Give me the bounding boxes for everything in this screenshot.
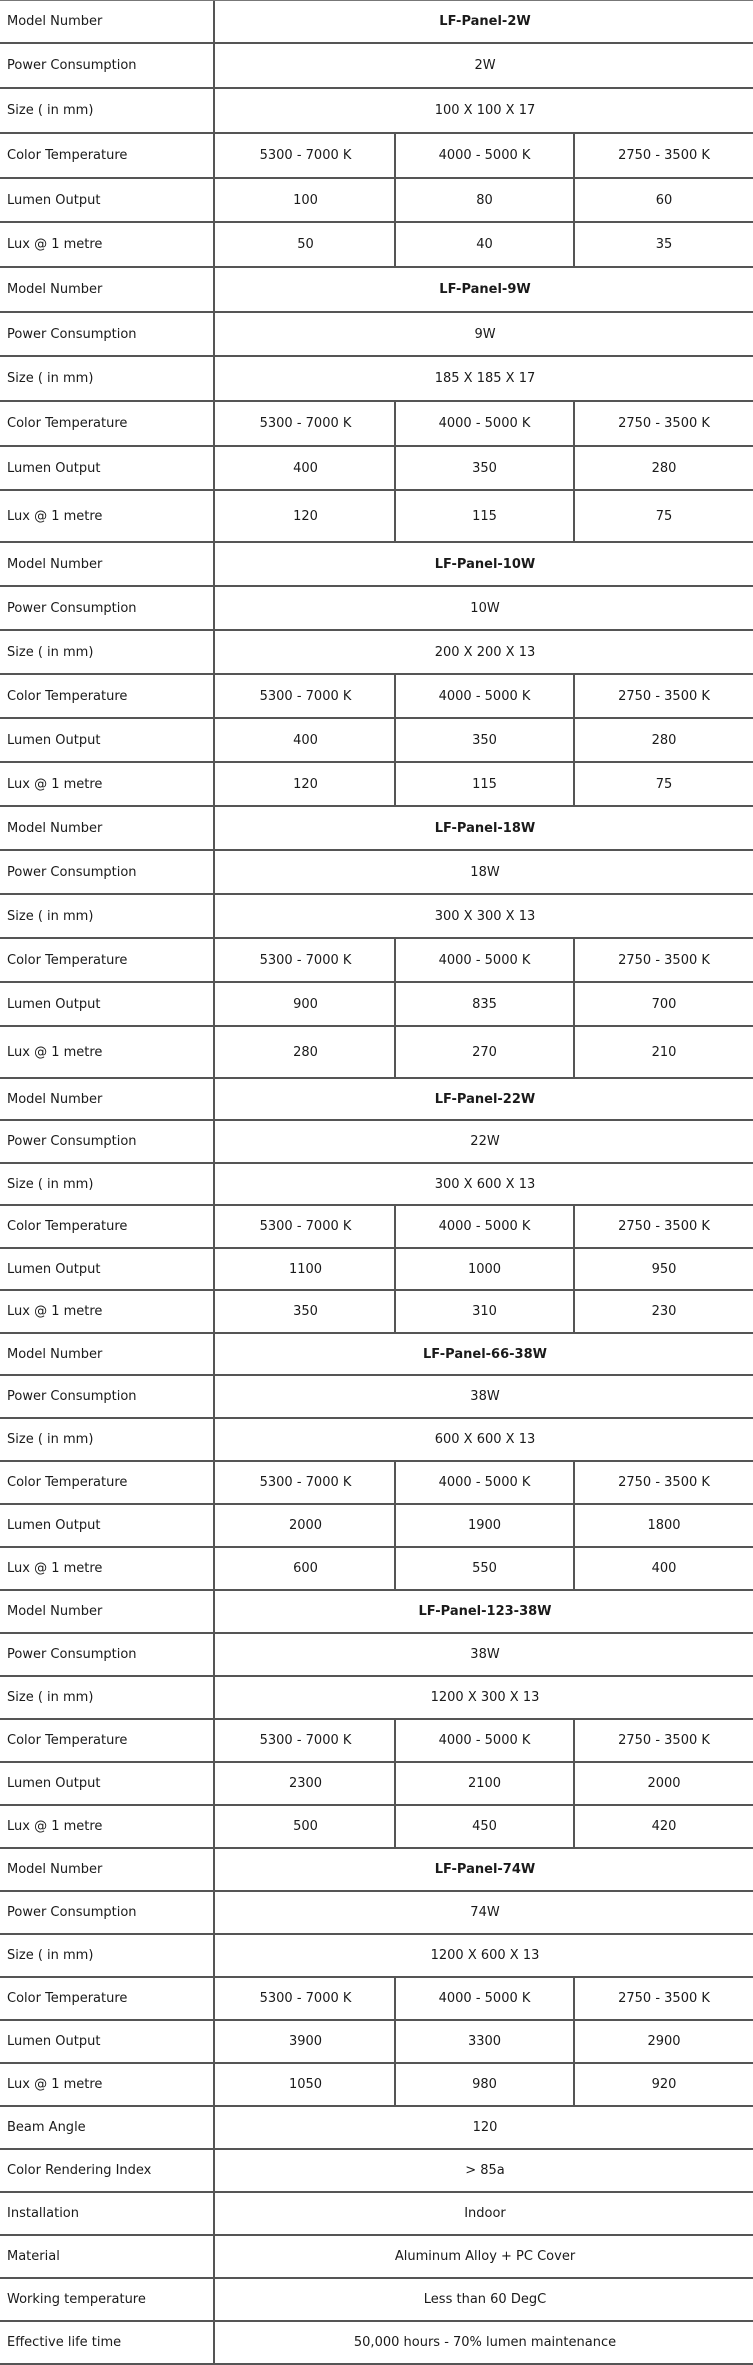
spec-row-lumen xyxy=(0,179,753,223)
row-label: Power Consumption xyxy=(0,587,215,629)
spec-row-lux xyxy=(0,223,753,268)
value-cell: 4000 - 5000 K xyxy=(396,939,575,981)
spec-row-lux xyxy=(0,1027,753,1079)
spec-row-lumen xyxy=(0,1763,753,1806)
value-cell: 4000 - 5000 K xyxy=(396,675,575,717)
value-cell: 950 xyxy=(651,1261,677,1277)
row-label: Model Number xyxy=(0,807,215,849)
spec-row-model xyxy=(0,0,753,44)
value-cell: 4000 - 5000 K xyxy=(396,1978,575,2019)
row-label: Power Consumption xyxy=(0,44,215,87)
spec-row-model xyxy=(0,268,753,313)
value-cell: 38W xyxy=(470,1647,500,1662)
row-label: Color Temperature xyxy=(0,1206,215,1247)
row-label: Size ( in mm) xyxy=(0,631,215,673)
value-cell: 3900 xyxy=(217,2021,396,2062)
model-number: LF-Panel-18W xyxy=(434,820,536,836)
spec-row-model xyxy=(0,1591,753,1634)
value-cell: 2750 - 3500 K xyxy=(618,688,710,704)
row-label: Model Number xyxy=(0,1591,215,1632)
value-cell: 38W xyxy=(470,1389,500,1404)
row-label: Color Temperature xyxy=(0,134,215,177)
value-cell: 1200 X 300 X 13 xyxy=(430,1690,540,1705)
row-label: Power Consumption xyxy=(0,1121,215,1162)
value-cell: 9W xyxy=(474,326,496,342)
value-cell: 1200 X 600 X 13 xyxy=(430,1948,540,1963)
row-label: Color Temperature xyxy=(0,675,215,717)
row-label: Color Rendering Index xyxy=(0,2150,215,2191)
value-cell: 5300 - 7000 K xyxy=(217,1462,396,1503)
value-cell: 980 xyxy=(396,2064,575,2105)
row-label: Lumen Output xyxy=(0,179,215,221)
value-cell: 115 xyxy=(396,491,575,541)
row-label: Lux @ 1 metre xyxy=(0,2064,215,2105)
spec-row-size xyxy=(0,631,753,675)
value-cell: 5300 - 7000 K xyxy=(217,134,396,177)
spec-row-size xyxy=(0,1677,753,1720)
model-number: LF-Panel-123-38W xyxy=(418,1604,552,1619)
value-cell: 1050 xyxy=(217,2064,396,2105)
value-cell: 80 xyxy=(396,179,575,221)
value-cell: 280 xyxy=(217,1027,396,1077)
value-cell: 300 X 300 X 13 xyxy=(434,908,536,924)
row-label: Size ( in mm) xyxy=(0,1935,215,1976)
row-label: Power Consumption xyxy=(0,1634,215,1675)
spec-row-lumen xyxy=(0,719,753,763)
value-cell: 900 xyxy=(217,983,396,1025)
spec-row-power xyxy=(0,1376,753,1419)
value-cell: 120 xyxy=(217,763,396,805)
value-cell: 100 xyxy=(217,179,396,221)
spec-row-model xyxy=(0,1334,753,1376)
value-cell: 2000 xyxy=(647,1776,681,1791)
value-cell: 4000 - 5000 K xyxy=(396,1462,575,1503)
row-label: Lux @ 1 metre xyxy=(0,1806,215,1847)
spec-row-power xyxy=(0,851,753,895)
model-number: LF-Panel-66-38W xyxy=(423,1346,547,1362)
row-label: Lux @ 1 metre xyxy=(0,1027,215,1077)
value-cell: 400 xyxy=(651,1561,677,1576)
row-label: Beam Angle xyxy=(0,2107,215,2148)
value-cell: 400 xyxy=(217,447,396,489)
value-cell: 4000 - 5000 K xyxy=(396,1720,575,1761)
value-cell: 835 xyxy=(396,983,575,1025)
row-label: Lux @ 1 metre xyxy=(0,1291,215,1332)
value-cell: 350 xyxy=(396,447,575,489)
row-label: Power Consumption xyxy=(0,1892,215,1933)
row-label: Lumen Output xyxy=(0,1249,215,1289)
value-cell: 450 xyxy=(396,1806,575,1847)
spec-row-lumen xyxy=(0,1249,753,1291)
value-cell: 700 xyxy=(651,996,677,1012)
spec-row-model xyxy=(0,807,753,851)
row-label: Lux @ 1 metre xyxy=(0,763,215,805)
value-cell: 5300 - 7000 K xyxy=(217,675,396,717)
row-label: Power Consumption xyxy=(0,851,215,893)
value-cell: 2750 - 3500 K xyxy=(618,1475,710,1490)
value-cell: 50,000 hours - 70% lumen maintenance xyxy=(353,2335,617,2350)
value-cell: 600 xyxy=(217,1548,396,1589)
model-number: LF-Panel-22W xyxy=(434,1091,536,1107)
value-cell: 420 xyxy=(651,1819,677,1834)
common-spec-row xyxy=(0,2236,753,2279)
common-spec-row xyxy=(0,2107,753,2150)
spec-row-power xyxy=(0,1892,753,1935)
spec-row-cct xyxy=(0,1206,753,1249)
value-cell: Aluminum Alloy + PC Cover xyxy=(394,2249,576,2264)
row-label: Effective life time xyxy=(0,2322,215,2363)
spec-row-cct xyxy=(0,1720,753,1763)
value-cell: 5300 - 7000 K xyxy=(217,1978,396,2019)
row-label: Lumen Output xyxy=(0,2021,215,2062)
value-cell: 185 X 185 X 17 xyxy=(434,371,536,386)
spec-row-size xyxy=(0,357,753,402)
row-label: Model Number xyxy=(0,268,215,311)
spec-row-cct xyxy=(0,1462,753,1505)
spec-row-size xyxy=(0,1419,753,1462)
spec-row-size xyxy=(0,1935,753,1978)
spec-row-power xyxy=(0,313,753,357)
spec-row-lux xyxy=(0,763,753,807)
value-cell: 4000 - 5000 K xyxy=(396,402,575,445)
spec-row-lux xyxy=(0,1291,753,1334)
spec-row-lumen xyxy=(0,1505,753,1548)
spec-row-cct xyxy=(0,402,753,447)
row-label: Size ( in mm) xyxy=(0,895,215,937)
value-cell: 280 xyxy=(651,460,677,476)
spec-row-lumen xyxy=(0,447,753,491)
value-cell: 2750 - 3500 K xyxy=(618,416,710,431)
row-label: Color Temperature xyxy=(0,1978,215,2019)
common-spec-row xyxy=(0,2279,753,2322)
spec-row-power xyxy=(0,587,753,631)
value-cell: 120 xyxy=(217,491,396,541)
row-label: Color Temperature xyxy=(0,402,215,445)
value-cell: 1000 xyxy=(396,1249,575,1289)
value-cell: 280 xyxy=(651,732,677,748)
row-label: Lumen Output xyxy=(0,719,215,761)
value-cell: 920 xyxy=(651,2077,677,2092)
value-cell: 400 xyxy=(217,719,396,761)
row-label: Size ( in mm) xyxy=(0,357,215,400)
value-cell: 2750 - 3500 K xyxy=(618,952,710,968)
value-cell: 40 xyxy=(396,223,575,266)
spec-row-model xyxy=(0,1079,753,1121)
value-cell: 60 xyxy=(655,192,673,208)
value-cell: 310 xyxy=(396,1291,575,1332)
value-cell: 2750 - 3500 K xyxy=(618,1991,710,2006)
row-label: Model Number xyxy=(0,543,215,585)
row-label: Model Number xyxy=(0,1079,215,1119)
row-label: Lumen Output xyxy=(0,983,215,1025)
value-cell: 3300 xyxy=(396,2021,575,2062)
value-cell: 4000 - 5000 K xyxy=(396,134,575,177)
row-label: Color Temperature xyxy=(0,1720,215,1761)
spec-row-cct xyxy=(0,1978,753,2021)
common-spec-row xyxy=(0,2193,753,2236)
model-number: LF-Panel-9W xyxy=(439,282,531,297)
value-cell: 550 xyxy=(396,1548,575,1589)
model-number: LF-Panel-2W xyxy=(439,14,531,29)
row-label: Color Temperature xyxy=(0,1462,215,1503)
spec-row-lux xyxy=(0,1806,753,1849)
spec-row-cct xyxy=(0,939,753,983)
value-cell: 210 xyxy=(651,1044,677,1060)
row-label: Working temperature xyxy=(0,2279,215,2320)
value-cell: 5300 - 7000 K xyxy=(217,402,396,445)
value-cell: 350 xyxy=(217,1291,396,1332)
row-label: Model Number xyxy=(0,1849,215,1890)
spec-row-model xyxy=(0,543,753,587)
common-spec-row xyxy=(0,2150,753,2193)
spec-row-lumen xyxy=(0,2021,753,2064)
row-label: Size ( in mm) xyxy=(0,1419,215,1460)
spec-row-size xyxy=(0,895,753,939)
value-cell: 2750 - 3500 K xyxy=(618,1219,710,1234)
row-label: Installation xyxy=(0,2193,215,2234)
value-cell: 2300 xyxy=(217,1763,396,1804)
row-label: Size ( in mm) xyxy=(0,89,215,132)
value-cell: 4000 - 5000 K xyxy=(396,1206,575,1247)
row-label: Lumen Output xyxy=(0,1763,215,1804)
value-cell: 120 xyxy=(472,2120,498,2135)
spec-row-cct xyxy=(0,675,753,719)
value-cell: 18W xyxy=(470,864,500,880)
value-cell: > 85a xyxy=(465,2163,505,2178)
value-cell: 75 xyxy=(655,776,673,792)
value-cell: 10W xyxy=(470,600,500,616)
value-cell: 75 xyxy=(655,508,673,524)
spec-row-lux xyxy=(0,2064,753,2107)
value-cell: 74W xyxy=(470,1905,500,1920)
value-cell: 50 xyxy=(217,223,396,266)
row-label: Model Number xyxy=(0,1,215,42)
spec-row-lux xyxy=(0,1548,753,1591)
row-label: Size ( in mm) xyxy=(0,1164,215,1204)
row-label: Lumen Output xyxy=(0,1505,215,1546)
row-label: Material xyxy=(0,2236,215,2277)
value-cell: 2900 xyxy=(647,2034,681,2049)
row-label: Lumen Output xyxy=(0,447,215,489)
value-cell: 5300 - 7000 K xyxy=(217,939,396,981)
value-cell: 2750 - 3500 K xyxy=(618,1733,710,1748)
value-cell: 1800 xyxy=(647,1518,681,1533)
model-number: LF-Panel-74W xyxy=(434,1862,536,1877)
row-label: Lux @ 1 metre xyxy=(0,1548,215,1589)
value-cell: 300 X 600 X 13 xyxy=(434,1176,536,1192)
row-label: Size ( in mm) xyxy=(0,1677,215,1718)
spec-row-power xyxy=(0,1634,753,1677)
row-label: Power Consumption xyxy=(0,1376,215,1417)
value-cell: 115 xyxy=(396,763,575,805)
spec-row-model xyxy=(0,1849,753,1892)
spec-row-size xyxy=(0,1164,753,1206)
row-label: Model Number xyxy=(0,1334,215,1374)
value-cell: 2100 xyxy=(396,1763,575,1804)
value-cell: 200 X 200 X 13 xyxy=(434,644,536,660)
value-cell: 2750 - 3500 K xyxy=(618,148,710,163)
value-cell: 2000 xyxy=(217,1505,396,1546)
value-cell: Less than 60 DegC xyxy=(423,2292,547,2307)
row-label: Lux @ 1 metre xyxy=(0,491,215,541)
value-cell: 500 xyxy=(217,1806,396,1847)
value-cell: 5300 - 7000 K xyxy=(217,1206,396,1247)
row-label: Lux @ 1 metre xyxy=(0,223,215,266)
row-label: Color Temperature xyxy=(0,939,215,981)
value-cell: 1900 xyxy=(396,1505,575,1546)
value-cell: 270 xyxy=(396,1027,575,1077)
value-cell: 600 X 600 X 13 xyxy=(434,1432,536,1447)
row-label: Power Consumption xyxy=(0,313,215,355)
spec-row-lux xyxy=(0,491,753,543)
spec-row-power xyxy=(0,44,753,89)
spec-row-cct xyxy=(0,134,753,179)
value-cell: Indoor xyxy=(464,2206,506,2221)
value-cell: 2W xyxy=(474,58,496,73)
value-cell: 22W xyxy=(470,1134,500,1149)
value-cell: 1100 xyxy=(217,1249,396,1289)
common-spec-row xyxy=(0,2322,753,2365)
value-cell: 100 X 100 X 17 xyxy=(434,103,536,118)
value-cell: 350 xyxy=(396,719,575,761)
value-cell: 230 xyxy=(651,1304,677,1319)
spec-row-lumen xyxy=(0,983,753,1027)
spec-row-power xyxy=(0,1121,753,1164)
spec-row-size xyxy=(0,89,753,134)
value-cell: 35 xyxy=(655,237,673,252)
value-cell: 5300 - 7000 K xyxy=(217,1720,396,1761)
model-number: LF-Panel-10W xyxy=(434,556,536,572)
